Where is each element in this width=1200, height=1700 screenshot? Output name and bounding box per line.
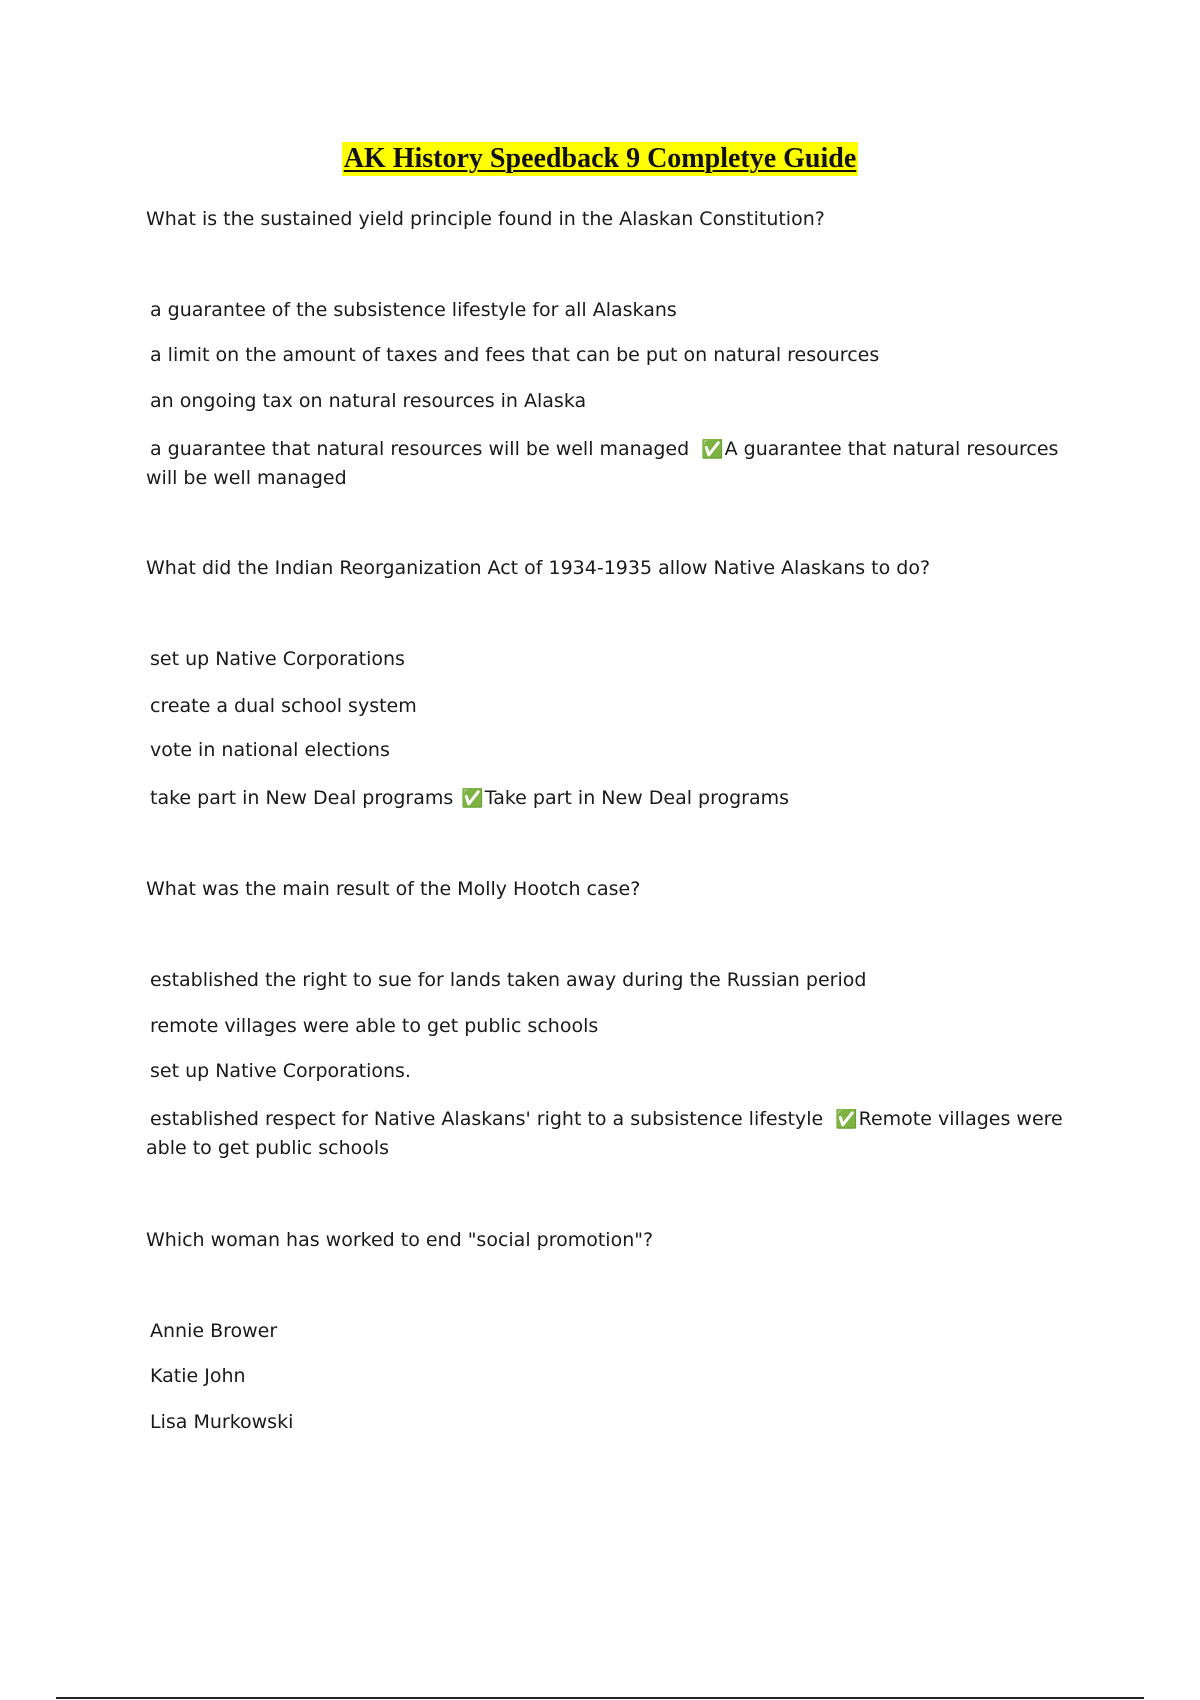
page-bottom-divider	[56, 1697, 1144, 1699]
document-title: AK History Speedback 9 Completye Guide	[343, 143, 857, 174]
check-mark-icon: ✅	[461, 788, 484, 809]
q1-answer: A guarantee that natural resources will be well managed	[146, 438, 1059, 489]
q3-option-3: set up Native Corporations.	[150, 1060, 411, 1082]
q2-answer: Take part in New Deal programs	[484, 787, 790, 809]
q2-option-4: take part in New Deal programs	[150, 787, 454, 809]
q1-option-1: a guarantee of the subsistence lifestyle for all Alaskans	[150, 299, 677, 321]
q3-option-1: established the right to sue for lands taken away during the Russian period	[150, 969, 867, 991]
q2-option-2: create a dual school system	[150, 695, 417, 717]
q3-answer: Remote villages were able to get public schools	[146, 1108, 1063, 1159]
q1-option-4: a guarantee that natural resources will be well managed	[150, 438, 690, 460]
q3-option-4: established respect for Native Alaskans' right to a subsistence lifestyle	[150, 1108, 824, 1130]
q2-option-3: vote in national elections	[150, 739, 390, 761]
q1-option-4-with-answer	[146, 435, 1066, 492]
q1-option-3: an ongoing tax on natural resources in Alaska	[150, 390, 587, 412]
title-wrap	[0, 142, 1200, 176]
q2-option-1: set up Native Corporations	[150, 648, 405, 670]
q4-option-1: Annie Brower	[150, 1320, 278, 1342]
q4-option-3: Lisa Murkowski	[150, 1411, 294, 1433]
q3-option-2: remote villages were able to get public schools	[150, 1015, 599, 1037]
question-1: What is the sustained yield principle found in the Alaskan Constitution?	[146, 208, 825, 230]
question-2: What did the Indian Reorganization Act of 1934-1935 allow Native Alaskans to do?	[146, 557, 931, 579]
check-mark-icon: ✅	[835, 1109, 858, 1130]
q3-option-4-with-answer	[146, 1105, 1086, 1162]
question-4: Which woman has worked to end "social promotion"?	[146, 1229, 654, 1251]
check-mark-icon: ✅	[701, 439, 724, 460]
q1-option-2: a limit on the amount of taxes and fees that can be put on natural resources	[150, 344, 880, 366]
question-3: What was the main result of the Molly Hootch case?	[146, 878, 641, 900]
q4-option-2: Katie John	[150, 1365, 246, 1387]
q2-option-4-with-answer	[150, 784, 789, 813]
